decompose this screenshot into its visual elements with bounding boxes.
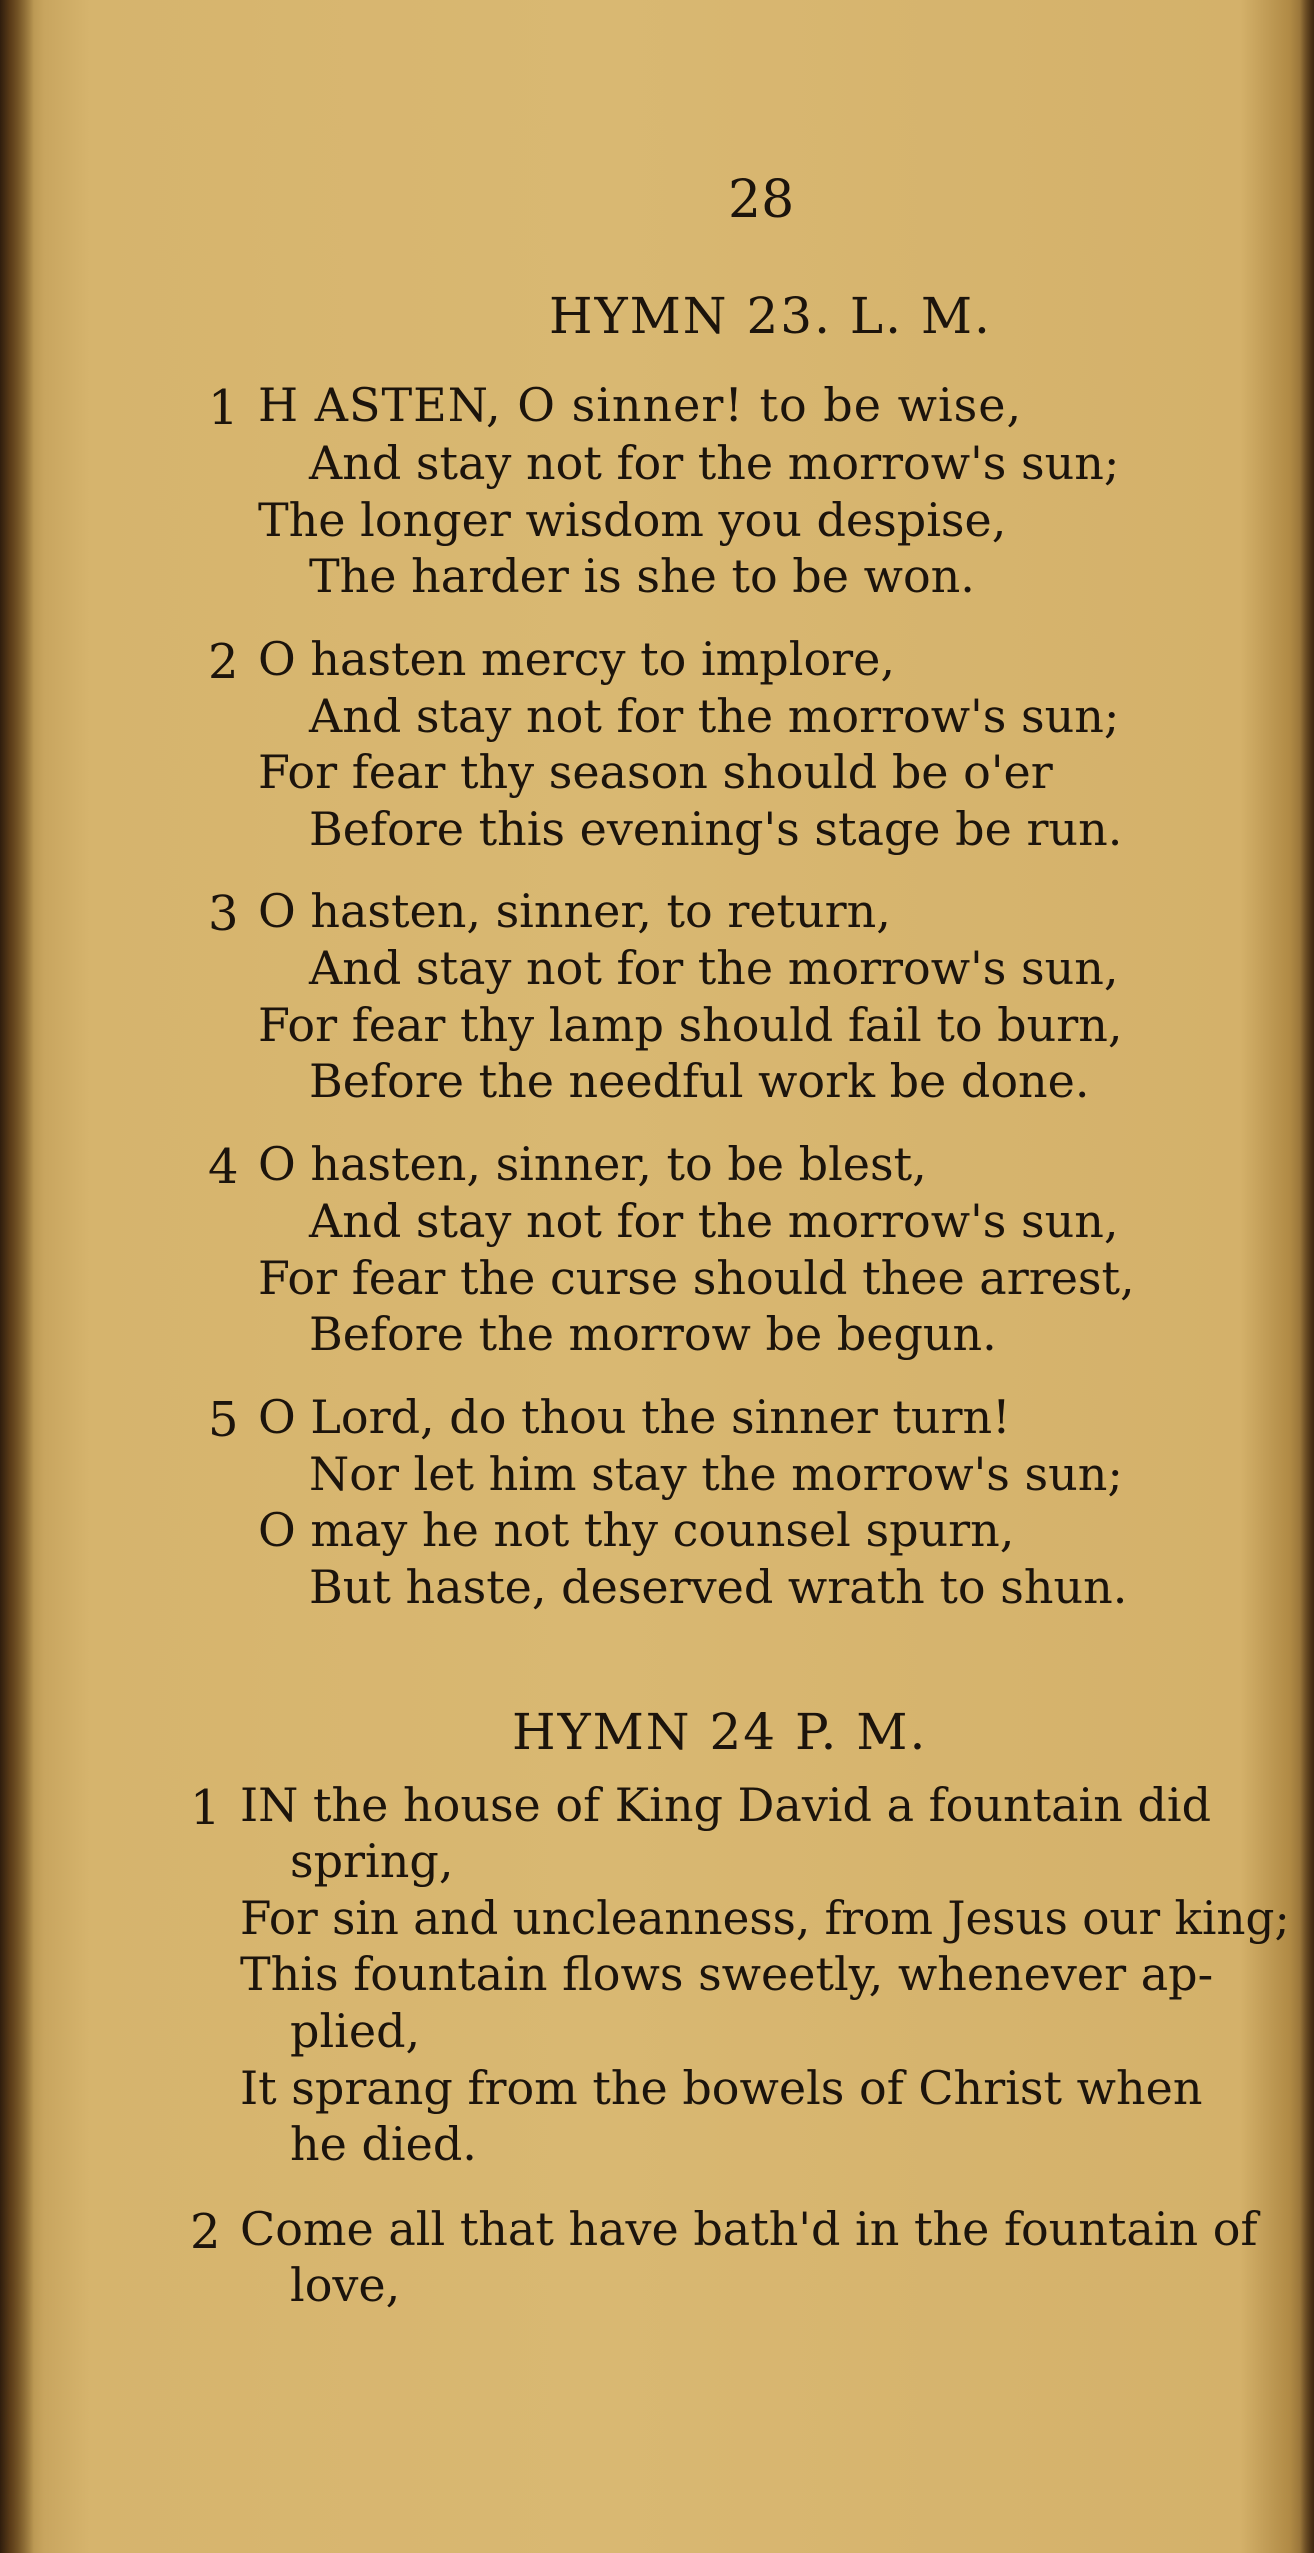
verse-line: For fear thy lamp should fail to burn, [258, 998, 1123, 1052]
verse-line: And stay not for the morrow's sun, [309, 941, 1119, 995]
verse-line: The harder is she to be won. [309, 549, 975, 603]
verse-line: But haste, deserved wrath to shun. [309, 1560, 1128, 1614]
hymn-24-title: HYMN 24 P. M. [512, 1703, 928, 1761]
verse-number: 2 [208, 634, 239, 690]
verse-line: O hasten, sinner, to be blest, [258, 1137, 927, 1191]
verse-line: For sin and uncleanness, from Jesus our king; [240, 1891, 1290, 1945]
verse-line: Before this evening's stage be run. [309, 802, 1123, 856]
verse-line: love, [290, 2258, 401, 2312]
verse-line: And stay not for the morrow's sun; [309, 436, 1120, 490]
verse-line: Nor let him stay the morrow's sun; [309, 1447, 1123, 1501]
page-number: 28 [728, 170, 795, 230]
verse-number: 1 [208, 380, 239, 436]
verse-number: 1 [190, 1780, 221, 1836]
verse-line: plied, [290, 2004, 421, 2058]
verse-line: O may he not thy counsel spurn, [258, 1503, 1015, 1557]
verse-number: 4 [208, 1139, 239, 1195]
verse-number: 5 [208, 1392, 239, 1448]
verse-line: O Lord, do thou the sinner turn! [258, 1390, 1011, 1444]
verse-line: IN the house of King David a fountain did [240, 1778, 1212, 1832]
verse-line: spring, [290, 1834, 454, 1888]
verse-line: H ASTEN, O sinner! to be wise, [258, 378, 1023, 432]
verse-line: It sprang from the bowels of Christ when [240, 2061, 1203, 2115]
verse-line: O hasten, sinner, to return, [258, 884, 891, 938]
verse-line: Come all that have bath'd in the fountain of [240, 2202, 1258, 2256]
verse-line: O hasten mercy to implore, [258, 632, 895, 686]
verse-line: For fear thy season should be o'er [258, 745, 1053, 799]
verse-line: This fountain flows sweetly, whenever ap- [240, 1947, 1214, 2001]
verse-line: he died. [290, 2117, 477, 2171]
verse-number: 3 [208, 886, 239, 942]
verse-line: Before the needful work be done. [309, 1054, 1090, 1108]
verse-line: For fear the curse should thee arrest, [258, 1251, 1135, 1305]
verse-line: And stay not for the morrow's sun; [309, 689, 1120, 743]
verse-line: And stay not for the morrow's sun, [309, 1194, 1119, 1248]
hymn-23-title: HYMN 23. L. M. [549, 287, 992, 345]
verse-number: 2 [190, 2204, 221, 2260]
verse-line: The longer wisdom you despise, [258, 493, 1007, 547]
verse-line: Before the morrow be begun. [309, 1307, 997, 1361]
